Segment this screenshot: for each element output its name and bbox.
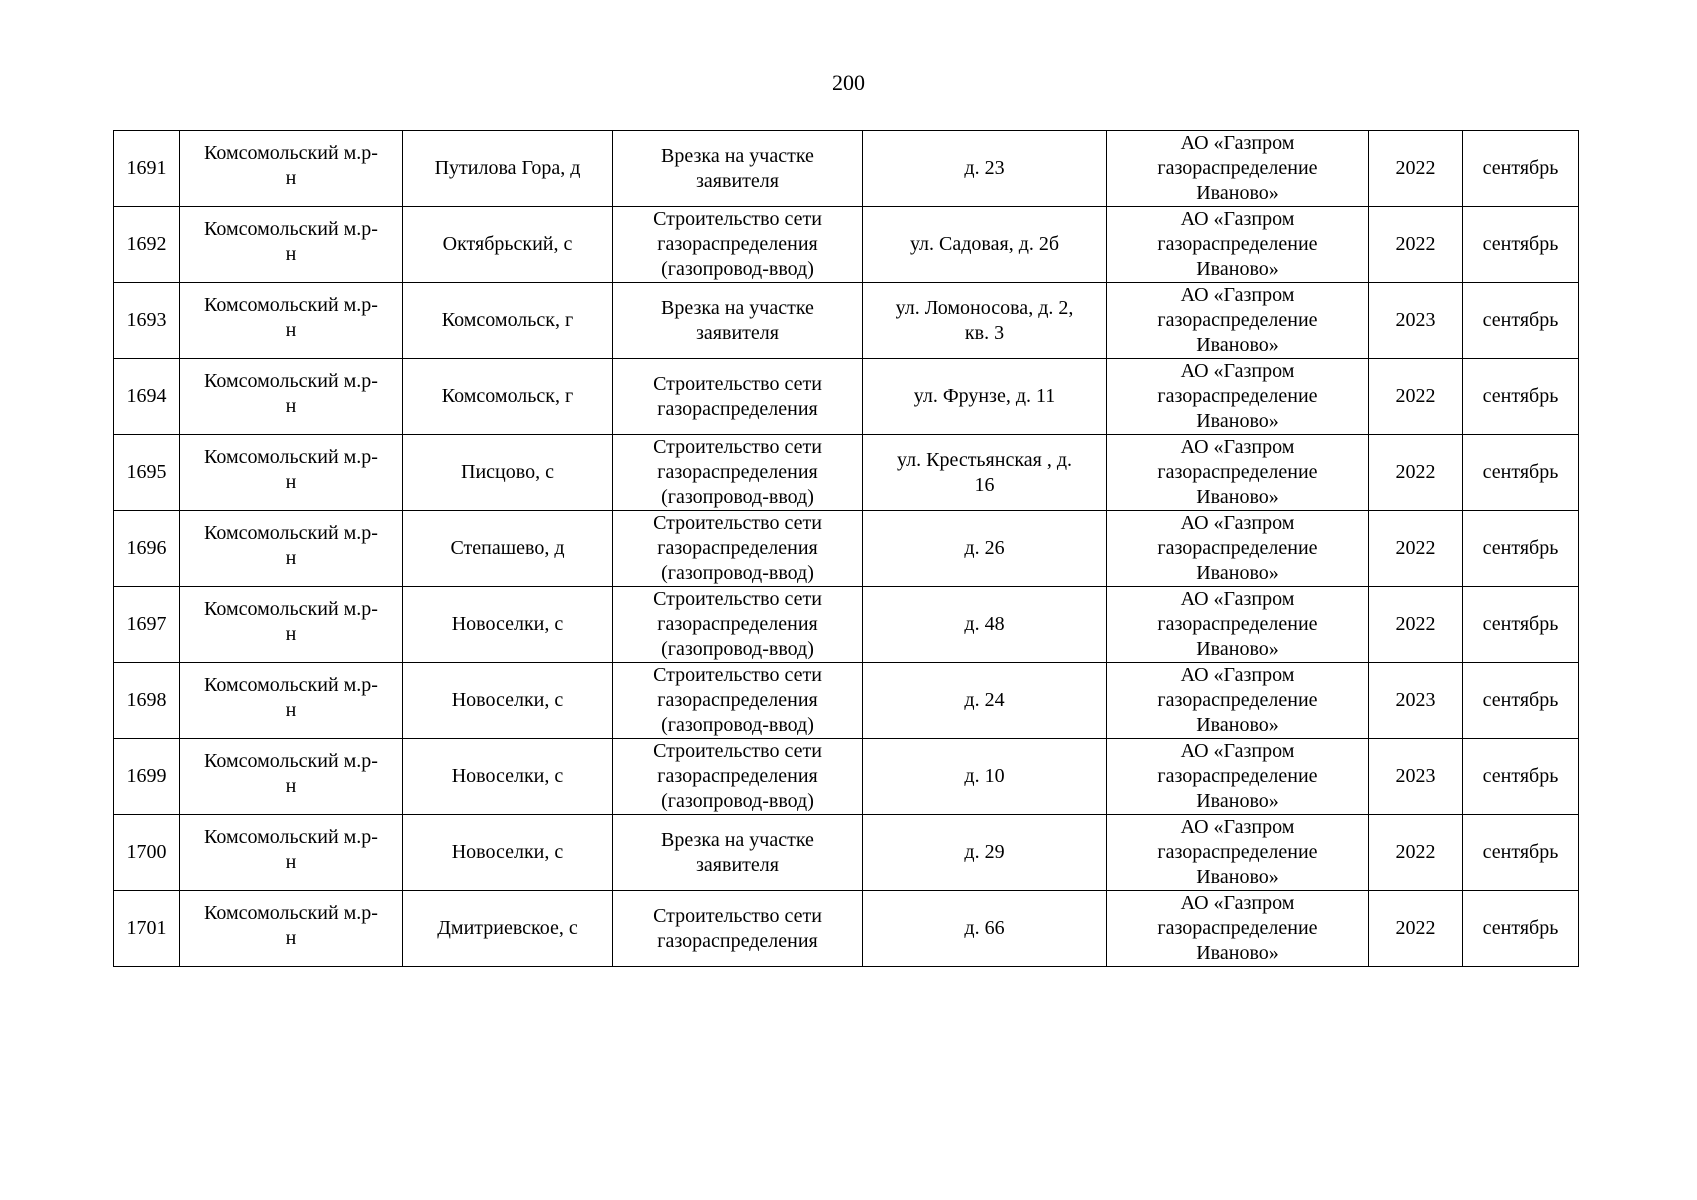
settlement-text: Новоселки, с <box>451 613 564 635</box>
month-text: сентябрь <box>1482 157 1559 179</box>
cell-settlement <box>403 283 613 359</box>
district-text: Комсомольский м.р- н <box>204 218 378 265</box>
settlement-text: Новоселки, с <box>451 689 564 711</box>
year-text: 2023 <box>1395 765 1436 787</box>
year-text: 2023 <box>1395 689 1436 711</box>
table-row <box>114 283 1579 359</box>
organization-text: АО «Газпром газораспределение Иваново» <box>1157 816 1318 888</box>
cell-address <box>863 435 1107 511</box>
work-type-text: Врезка на участке заявителя <box>661 828 814 876</box>
table-row <box>114 131 1579 207</box>
settlement-text: Степашево, д <box>450 537 565 559</box>
work-type-text: Строительство сети газораспределения (газопровод-ввод) <box>653 208 822 280</box>
address-text: д. 48 <box>964 613 1005 635</box>
organization-text: АО «Газпром газораспределение Иваново» <box>1157 740 1318 812</box>
cell-month <box>1463 891 1579 967</box>
cell-work-type <box>613 511 863 587</box>
cell-settlement <box>403 207 613 283</box>
cell-district <box>180 511 403 587</box>
month-text: сентябрь <box>1482 385 1559 407</box>
cell-settlement <box>403 663 613 739</box>
work-type-text: Строительство сети газораспределения (газопровод-ввод) <box>653 740 822 812</box>
cell-month <box>1463 511 1579 587</box>
row-number-text: 1698 <box>126 689 167 711</box>
row-number-text: 1694 <box>126 385 167 407</box>
row-number-text: 1691 <box>126 157 167 179</box>
address-text: ул. Крестьянская , д. 16 <box>897 448 1072 496</box>
organization-text: АО «Газпром газораспределение Иваново» <box>1157 664 1318 736</box>
address-text: ул. Садовая, д. 2б <box>909 233 1060 255</box>
district-text: Комсомольский м.р- н <box>204 294 378 341</box>
cell-organization <box>1107 511 1369 587</box>
organization-text: АО «Газпром газораспределение Иваново» <box>1157 360 1318 432</box>
address-text: д. 24 <box>964 689 1005 711</box>
cell-row-number <box>114 359 180 435</box>
work-type-text: Врезка на участке заявителя <box>661 296 814 344</box>
month-text: сентябрь <box>1482 461 1559 483</box>
settlement-text: Новоселки, с <box>451 765 564 787</box>
cell-work-type <box>613 891 863 967</box>
settlement-text: Путилова Гора, д <box>434 157 581 179</box>
row-number-text: 1692 <box>126 233 167 255</box>
cell-settlement <box>403 587 613 663</box>
year-text: 2022 <box>1395 461 1436 483</box>
cell-row-number <box>114 131 180 207</box>
cell-month <box>1463 283 1579 359</box>
table-row <box>114 587 1579 663</box>
work-type-text: Строительство сети газораспределения (газопровод-ввод) <box>653 664 822 736</box>
table-row <box>114 511 1579 587</box>
table-row <box>114 207 1579 283</box>
cell-work-type <box>613 587 863 663</box>
work-type-text: Строительство сети газораспределения (газопровод-ввод) <box>653 512 822 584</box>
year-text: 2023 <box>1395 309 1436 331</box>
month-text: сентябрь <box>1482 689 1559 711</box>
table-row <box>114 435 1579 511</box>
cell-year <box>1369 739 1463 815</box>
work-type-text: Строительство сети газораспределения <box>653 904 822 952</box>
cell-month <box>1463 435 1579 511</box>
cell-settlement <box>403 739 613 815</box>
cell-work-type <box>613 739 863 815</box>
month-text: сентябрь <box>1482 841 1559 863</box>
district-text: Комсомольский м.р- н <box>204 674 378 721</box>
cell-organization <box>1107 891 1369 967</box>
cell-work-type <box>613 131 863 207</box>
cell-organization <box>1107 359 1369 435</box>
district-text: Комсомольский м.р- н <box>204 446 378 493</box>
cell-work-type <box>613 359 863 435</box>
year-text: 2022 <box>1395 385 1436 407</box>
cell-row-number <box>114 891 180 967</box>
cell-district <box>180 663 403 739</box>
table-row <box>114 815 1579 891</box>
cell-address <box>863 511 1107 587</box>
address-text: ул. Фрунзе, д. 11 <box>913 385 1056 407</box>
table-row <box>114 739 1579 815</box>
cell-year <box>1369 207 1463 283</box>
district-text: Комсомольский м.р- н <box>204 142 378 189</box>
cell-row-number <box>114 511 180 587</box>
district-text: Комсомольский м.р- н <box>204 750 378 797</box>
data-table <box>113 130 1579 967</box>
cell-month <box>1463 815 1579 891</box>
settlement-text: Дмитриевское, с <box>437 917 578 939</box>
cell-settlement <box>403 891 613 967</box>
cell-district <box>180 207 403 283</box>
cell-settlement <box>403 435 613 511</box>
organization-text: АО «Газпром газораспределение Иваново» <box>1157 436 1318 508</box>
cell-organization <box>1107 663 1369 739</box>
table-row <box>114 359 1579 435</box>
row-number-text: 1701 <box>126 917 167 939</box>
settlement-text: Комсомольск, г <box>441 385 574 407</box>
settlement-text: Октябрьский, с <box>442 233 573 255</box>
cell-work-type <box>613 207 863 283</box>
cell-district <box>180 283 403 359</box>
cell-month <box>1463 131 1579 207</box>
cell-year <box>1369 815 1463 891</box>
cell-row-number <box>114 815 180 891</box>
cell-month <box>1463 587 1579 663</box>
cell-year <box>1369 587 1463 663</box>
organization-text: АО «Газпром газораспределение Иваново» <box>1157 208 1318 280</box>
cell-organization <box>1107 815 1369 891</box>
cell-address <box>863 891 1107 967</box>
cell-address <box>863 131 1107 207</box>
cell-address <box>863 815 1107 891</box>
cell-district <box>180 359 403 435</box>
row-number-text: 1693 <box>126 309 167 331</box>
cell-year <box>1369 891 1463 967</box>
cell-month <box>1463 207 1579 283</box>
work-type-text: Строительство сети газораспределения (газопровод-ввод) <box>653 436 822 508</box>
organization-text: АО «Газпром газораспределение Иваново» <box>1157 132 1318 204</box>
row-number-text: 1697 <box>126 613 167 635</box>
cell-month <box>1463 359 1579 435</box>
year-text: 2022 <box>1395 613 1436 635</box>
cell-organization <box>1107 739 1369 815</box>
row-number-text: 1695 <box>126 461 167 483</box>
settlement-text: Комсомольск, г <box>441 309 574 331</box>
cell-district <box>180 815 403 891</box>
cell-settlement <box>403 131 613 207</box>
work-type-text: Строительство сети газораспределения (газопровод-ввод) <box>653 588 822 660</box>
cell-settlement <box>403 511 613 587</box>
row-number-text: 1700 <box>126 841 167 863</box>
cell-year <box>1369 511 1463 587</box>
cell-row-number <box>114 207 180 283</box>
cell-row-number <box>114 663 180 739</box>
cell-organization <box>1107 207 1369 283</box>
organization-text: АО «Газпром газораспределение Иваново» <box>1157 512 1318 584</box>
table-row <box>114 891 1579 967</box>
month-text: сентябрь <box>1482 613 1559 635</box>
cell-organization <box>1107 587 1369 663</box>
cell-address <box>863 663 1107 739</box>
address-text: ул. Ломоносова, д. 2, кв. 3 <box>895 296 1074 344</box>
district-text: Комсомольский м.р- н <box>204 826 378 873</box>
month-text: сентябрь <box>1482 917 1559 939</box>
cell-row-number <box>114 739 180 815</box>
cell-district <box>180 435 403 511</box>
organization-text: АО «Газпром газораспределение Иваново» <box>1157 588 1318 660</box>
cell-address <box>863 587 1107 663</box>
year-text: 2022 <box>1395 537 1436 559</box>
district-text: Комсомольский м.р- н <box>204 370 378 417</box>
row-number-text: 1699 <box>126 765 167 787</box>
cell-district <box>180 131 403 207</box>
cell-year <box>1369 283 1463 359</box>
cell-district <box>180 587 403 663</box>
cell-district <box>180 739 403 815</box>
cell-address <box>863 283 1107 359</box>
cell-row-number <box>114 435 180 511</box>
cell-year <box>1369 131 1463 207</box>
cell-row-number <box>114 283 180 359</box>
organization-text: АО «Газпром газораспределение Иваново» <box>1157 284 1318 356</box>
work-type-text: Врезка на участке заявителя <box>661 144 814 192</box>
cell-year <box>1369 435 1463 511</box>
settlement-text: Писцово, с <box>461 461 554 483</box>
cell-address <box>863 359 1107 435</box>
row-number-text: 1696 <box>126 537 167 559</box>
cell-row-number <box>114 587 180 663</box>
cell-work-type <box>613 435 863 511</box>
cell-work-type <box>613 815 863 891</box>
cell-work-type <box>613 663 863 739</box>
address-text: д. 29 <box>964 841 1005 863</box>
cell-organization <box>1107 435 1369 511</box>
table-body <box>114 131 1579 967</box>
settlement-text: Новоселки, с <box>451 841 564 863</box>
page-number: 200 <box>832 70 865 95</box>
cell-address <box>863 207 1107 283</box>
cell-month <box>1463 663 1579 739</box>
district-text: Комсомольский м.р- н <box>204 902 378 949</box>
table-row <box>114 663 1579 739</box>
year-text: 2022 <box>1395 841 1436 863</box>
cell-year <box>1369 359 1463 435</box>
year-text: 2022 <box>1395 157 1436 179</box>
organization-text: АО «Газпром газораспределение Иваново» <box>1157 892 1318 964</box>
address-text: д. 66 <box>964 917 1005 939</box>
address-text: д. 26 <box>964 537 1005 559</box>
cell-organization <box>1107 283 1369 359</box>
cell-settlement <box>403 359 613 435</box>
year-text: 2022 <box>1395 917 1436 939</box>
address-text: д. 23 <box>964 157 1005 179</box>
district-text: Комсомольский м.р- н <box>204 522 378 569</box>
month-text: сентябрь <box>1482 233 1559 255</box>
district-text: Комсомольский м.р- н <box>204 598 378 645</box>
address-text: д. 10 <box>964 765 1005 787</box>
month-text: сентябрь <box>1482 765 1559 787</box>
cell-address <box>863 739 1107 815</box>
cell-district <box>180 891 403 967</box>
cell-work-type <box>613 283 863 359</box>
month-text: сентябрь <box>1482 309 1559 331</box>
cell-settlement <box>403 815 613 891</box>
cell-organization <box>1107 131 1369 207</box>
cell-month <box>1463 739 1579 815</box>
year-text: 2022 <box>1395 233 1436 255</box>
month-text: сентябрь <box>1482 537 1559 559</box>
work-type-text: Строительство сети газораспределения <box>653 372 822 420</box>
cell-year <box>1369 663 1463 739</box>
